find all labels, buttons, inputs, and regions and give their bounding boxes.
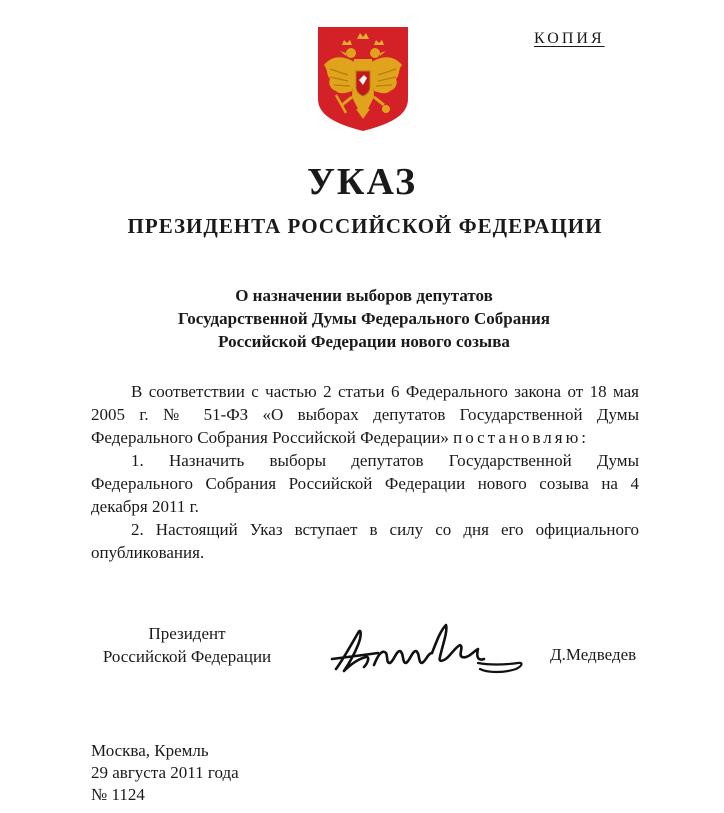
copy-stamp: КОПИЯ [534,30,605,47]
place: Москва, Кремль [91,741,209,760]
signer-position [94,622,280,668]
signer-position-line: Президент [148,624,226,643]
resolve-word: постановляю: [453,428,590,447]
signer-position-line: Российской Федерации [102,647,272,666]
preamble-paragraph [91,380,639,449]
decree-heading-line: Государственной Думы Федерального Собрания [177,309,551,328]
decree-heading [0,284,724,353]
decree-body [91,380,639,564]
point-1-paragraph: 1. Назначить выборы депутатов Государственной Думы Федерального Собрания Российской Федерации нового созыва на 4 декабря 2011 г. [91,451,639,516]
date: 29 августа 2011 года [91,763,239,782]
signer-name: Д.Медведев [550,645,637,664]
place-date-block [91,740,239,806]
decree-number: № 1124 [91,785,145,804]
decree-heading-line: О назначении выборов депутатов [235,286,493,305]
preamble-text: В соответствии с частью 2 статьи 6 Федерального закона от 18 мая 2005 г. № 51-ФЗ «О выборах депутатов Государственной Думы Федерального Собрания Российской Федерации» [91,382,639,447]
coat-of-arms-emblem [316,25,410,133]
point-2-paragraph: 2. Настоящий Указ вступает в силу со дня его официального опубликования. [91,520,639,562]
decree-heading-line: Российской Федерации нового созыва [218,332,510,351]
handwritten-signature [328,617,538,679]
decree-issuer: ПРЕЗИДЕНТА РОССИЙСКОЙ ФЕДЕРАЦИИ [127,214,603,238]
decree-title: УКАЗ [307,161,417,203]
